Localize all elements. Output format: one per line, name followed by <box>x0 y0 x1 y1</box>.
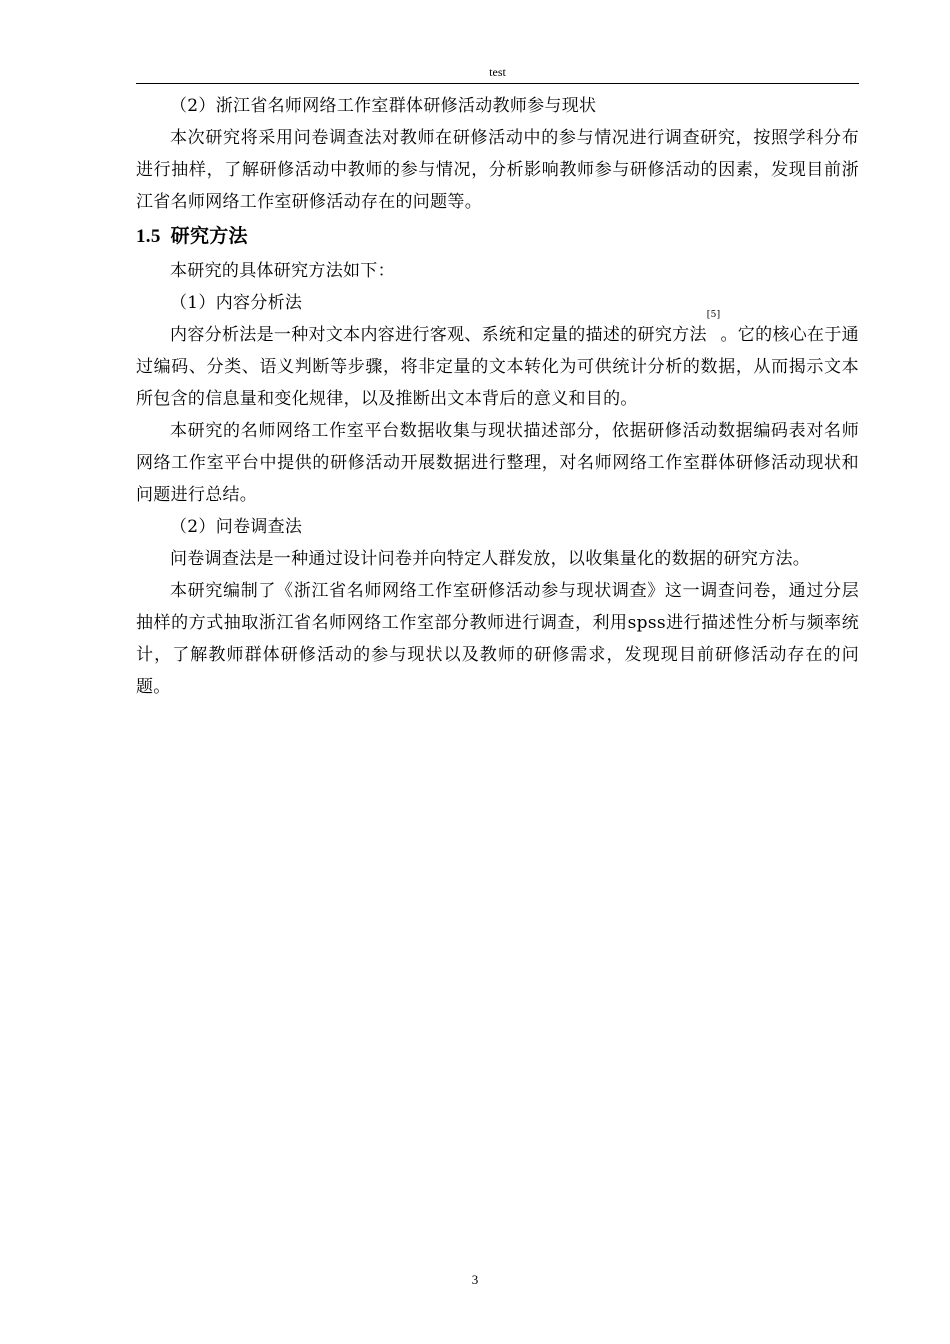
paragraph-text: 。它的核心在于通过编码、分类、语义判断等步骤，将非定量的文本转化为可供统计分析的数据，从而揭示文本所包含的信息量和变化规律，以及推断出文本背后的意义和目的。 <box>136 325 859 409</box>
section-number: 1.5 <box>136 226 161 247</box>
section-title: 研究方法 <box>170 225 248 247</box>
subheading-content-analysis: （1）内容分析法 <box>170 293 303 313</box>
subheading-questionnaire: （2）问卷调查法 <box>170 517 303 537</box>
page-header <box>136 63 859 84</box>
subheading-participation-status: （2）浙江省名师网络工作室群体研修活动教师参与现状 <box>170 96 597 116</box>
paragraph-methods-intro: 本研究的具体研究方法如下： <box>170 261 395 281</box>
header-text: test <box>489 65 506 79</box>
citation-mark: [5] <box>706 310 721 320</box>
page-number: 3 <box>471 1272 479 1287</box>
paragraph-content-analysis-definition <box>136 310 859 415</box>
paragraph-content-analysis-usage: 本研究的名师网络工作室平台数据收集与现状描述部分，依据研修活动数据编码表对名师网络工作室平台中提供的研修活动开展数据进行整理，对名师网络工作室群体研修活动现状和问题进行总结。 <box>136 421 859 505</box>
paragraph-questionnaire-definition: 问卷调查法是一种通过设计问卷并向特定人群发放，以收集量化的数据的研究方法。 <box>170 549 811 569</box>
document-body <box>136 90 859 703</box>
section-heading <box>136 218 859 255</box>
paragraph-text: 内容分析法是一种对文本内容进行客观、系统和定量的描述的研究方法 <box>170 325 707 345</box>
page-footer <box>0 1272 950 1288</box>
paragraph-survey-plan: 本次研究将采用问卷调查法对教师在研修活动中的参与情况进行调查研究，按照学科分布进行抽样，了解研修活动中教师的参与情况，分析影响教师参与研修活动的因素，发现目前浙江省名师网络工作室研修活动存在的问题等。 <box>136 128 859 212</box>
paragraph-questionnaire-usage: 本研究编制了《浙江省名师网络工作室研修活动参与现状调查》这一调查问卷，通过分层抽样的方式抽取浙江省名师网络工作室部分教师进行调查，利用spss进行描述性分析与频率统计，了解教师群体研修活动的参与现状以及教师的研修需求，发现现目前研修活动存在的问题。 <box>136 581 859 697</box>
